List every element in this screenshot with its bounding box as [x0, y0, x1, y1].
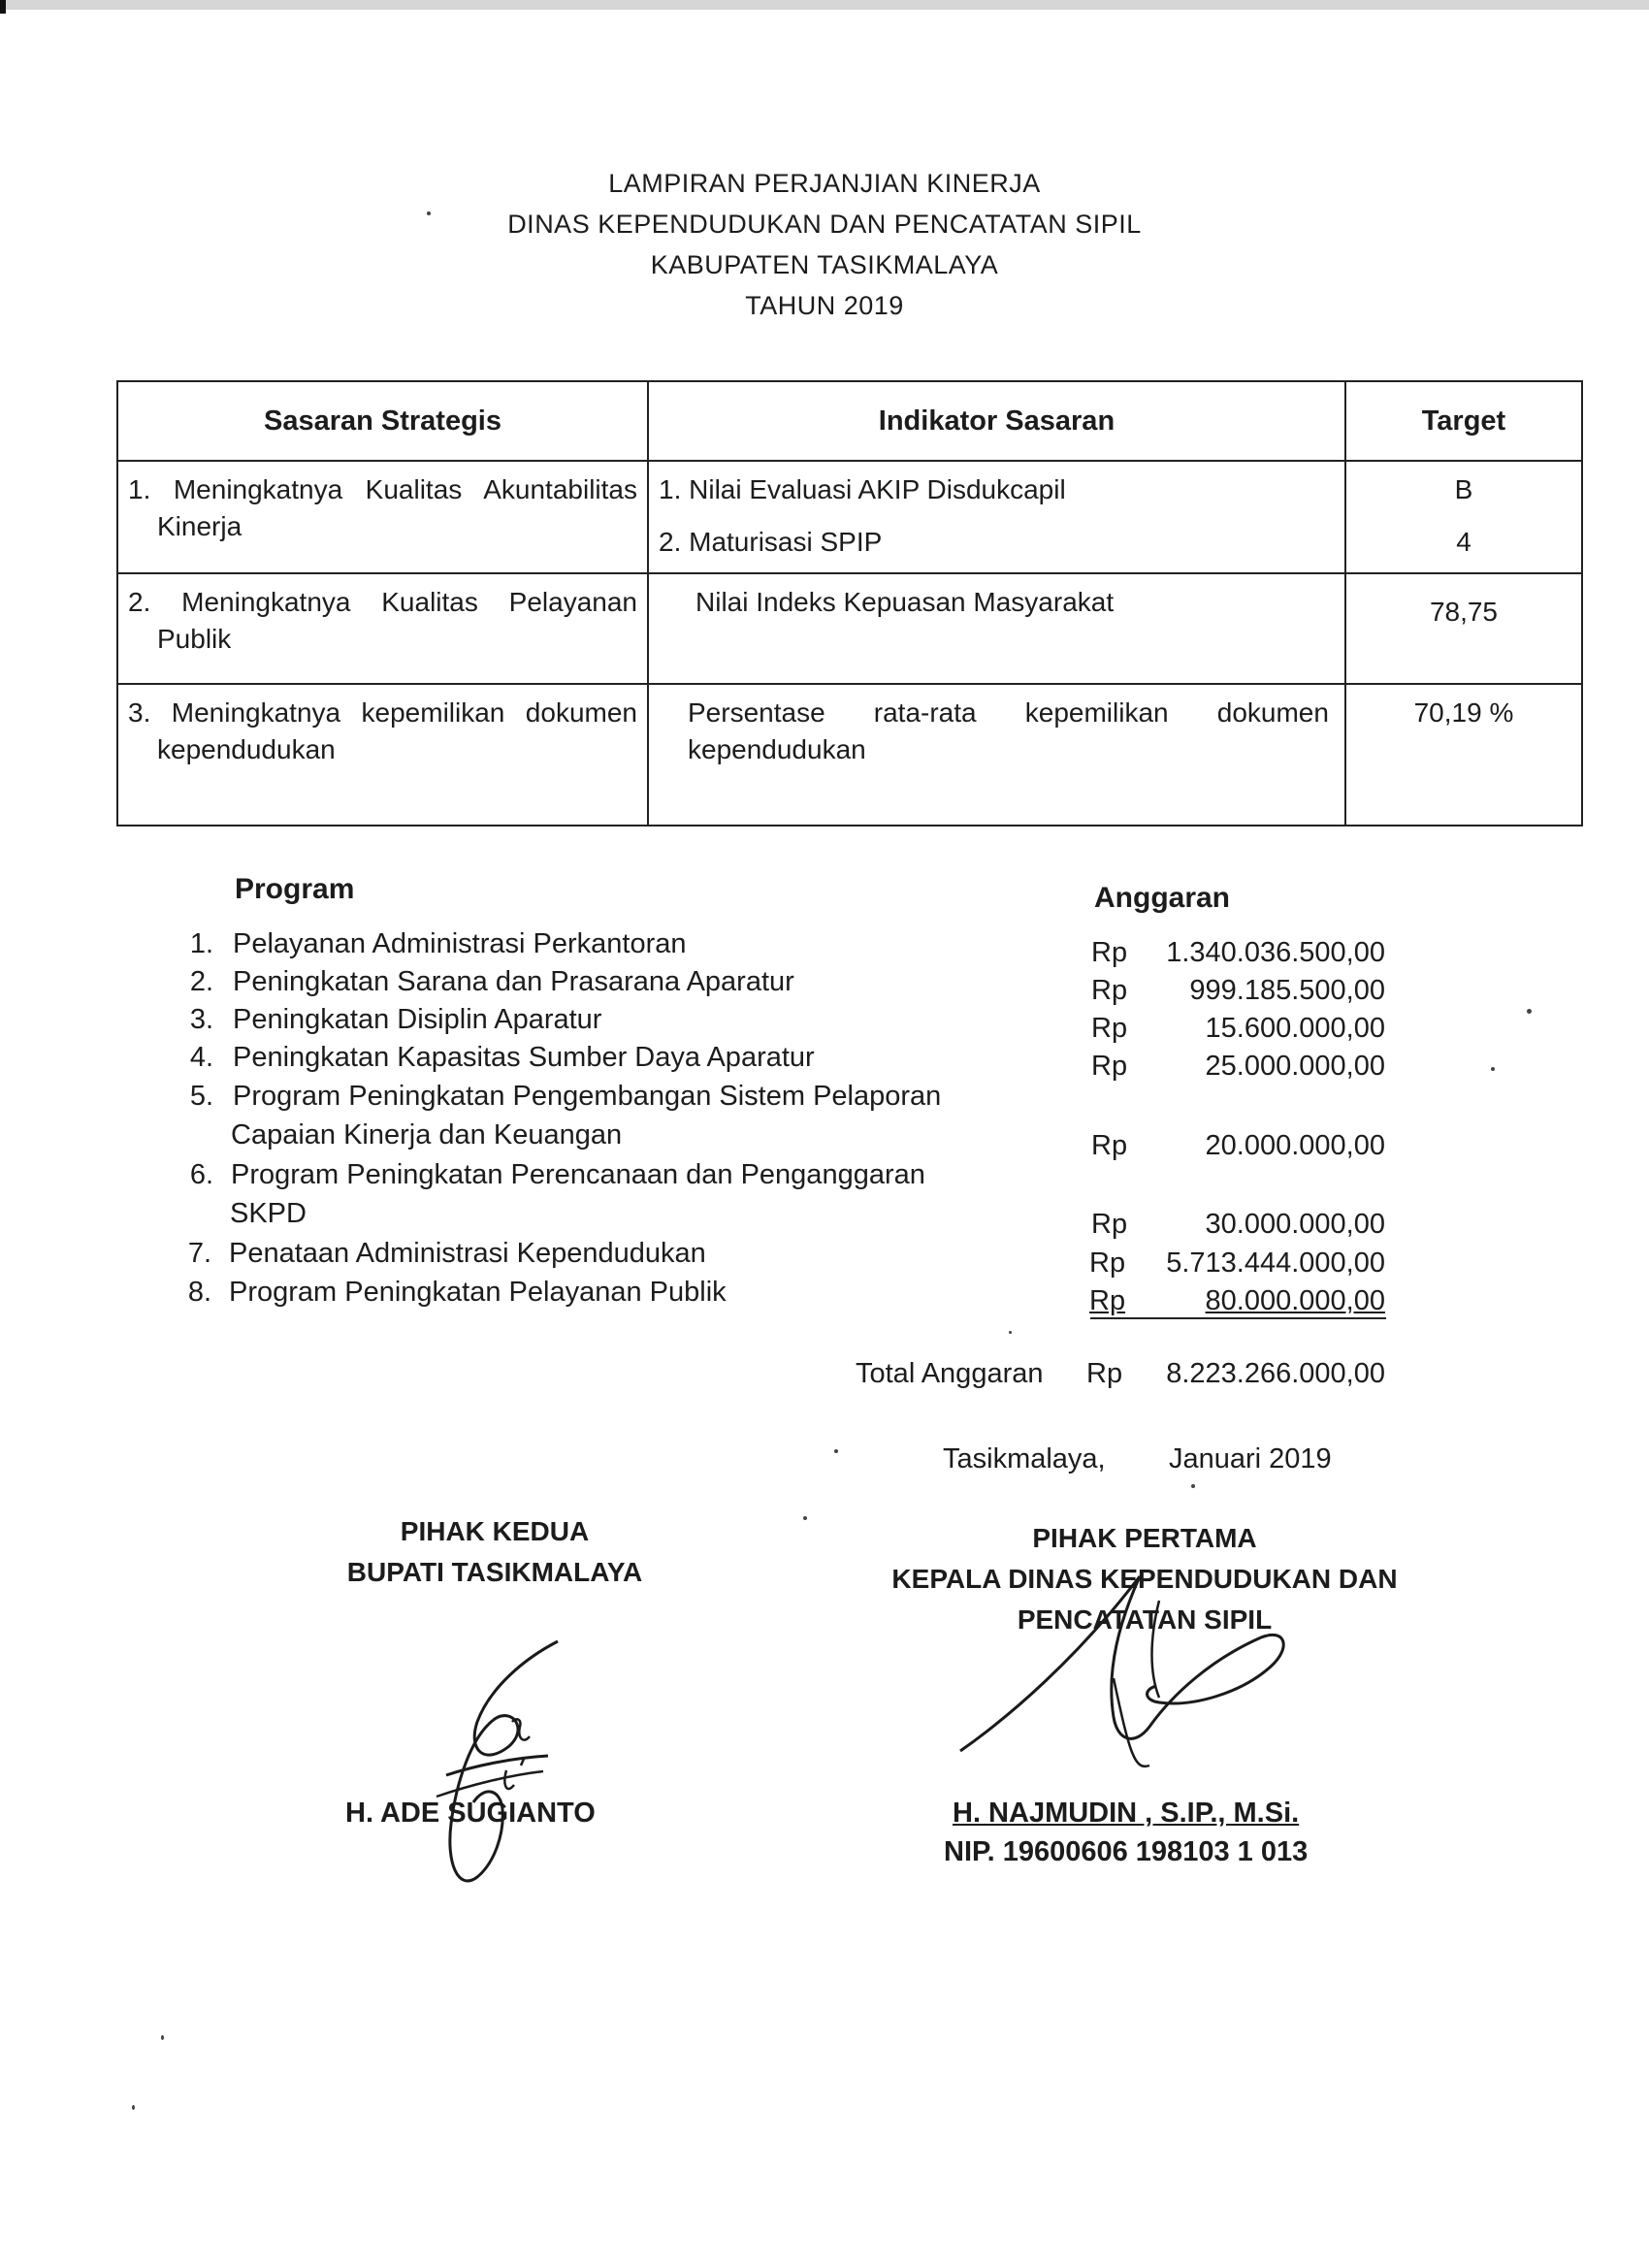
signing-place: Tasikmalaya, [943, 1443, 1106, 1474]
table-row [117, 684, 1582, 826]
target-value: 70,19 % [1413, 697, 1514, 728]
item-number: 2. [189, 966, 213, 997]
item-number: 7. [187, 1238, 211, 1269]
scan-speck [1527, 1009, 1532, 1014]
pihak-pertama-title-line-1: KEPALA DINAS KEPENDUDUKAN DAN [891, 1564, 1398, 1594]
pihak-kedua-name: H. ADE SUGIANTO [345, 1798, 596, 1829]
item-label: Program Peningkatan Perencanaan dan Penganggaran [231, 1159, 925, 1190]
signing-date: Januari 2019 [1169, 1443, 1332, 1474]
currency-label: Rp [1091, 975, 1128, 1006]
scan-speck [1191, 1484, 1195, 1488]
program-heading: Program [235, 873, 355, 905]
indikator-text: 1. Nilai Evaluasi AKIP Disdukcapil [659, 474, 1066, 504]
item-amount: 999.185.500,00 [1189, 975, 1385, 1006]
item-label-continued: Capaian Kinerja dan Keuangan [231, 1119, 623, 1150]
item-label: Peningkatan Disiplin Aparatur [233, 1004, 602, 1035]
item-label: Penataan Administrasi Kependudukan [229, 1238, 706, 1269]
currency-label: Rp [1089, 1247, 1126, 1279]
scan-speck [1009, 1331, 1012, 1334]
scan-speck [427, 211, 431, 215]
item-number: 5. [189, 1081, 213, 1112]
scan-corner-mark [0, 0, 6, 14]
pihak-pertama-title-line-2: PENCATATAN SIPIL [1017, 1604, 1273, 1635]
item-number: 6. [189, 1159, 213, 1190]
table-header-row [117, 381, 1582, 461]
signature-pihak-kedua [388, 1630, 611, 1901]
item-label: Pelayanan Administrasi Perkantoran [233, 928, 687, 959]
item-label-continued: SKPD [230, 1198, 307, 1229]
currency-label: Rp [1091, 937, 1128, 968]
item-label: Peningkatan Sarana dan Prasarana Aparatur [233, 966, 794, 997]
sasaran-cell [117, 573, 648, 684]
total-amount: 8.223.266.000,00 [1166, 1358, 1385, 1389]
table-row [117, 461, 1582, 573]
item-number: 8. [187, 1277, 211, 1308]
currency-label: Rp [1091, 1130, 1128, 1161]
item-amount: 30.000.000,00 [1205, 1209, 1385, 1240]
indikator-cell [648, 573, 1345, 684]
item-label: Program Peningkatan Pelayanan Publik [229, 1277, 727, 1308]
total-label: Total Anggaran [856, 1358, 1044, 1389]
pihak-pertama-role: PIHAK PERTAMA [1032, 1523, 1257, 1553]
item-amount: 80.000.000,00 [1205, 1285, 1385, 1316]
document-title [0, 163, 1649, 326]
target-cell [1345, 461, 1582, 573]
item-number: 1. [189, 928, 213, 959]
indikator-text: Persentase rata-rata kepemilikan dokumen kependudukan [688, 697, 1329, 764]
indikator-cell [648, 684, 1345, 826]
table-row [117, 573, 1582, 684]
scan-speck [161, 2035, 164, 2040]
pihak-kedua-role: PIHAK KEDUA [400, 1516, 590, 1546]
target-cell [1345, 684, 1582, 826]
item-amount: 15.600.000,00 [1205, 1013, 1385, 1044]
sasaran-text: 2. Meningkatnya Kualitas Pelayanan Publik [128, 587, 637, 654]
title-line-1: LAMPIRAN PERJANJIAN KINERJA [608, 169, 1041, 198]
indikator-cell [648, 461, 1345, 573]
pihak-kedua-block [320, 1511, 669, 1593]
currency-label: Rp [1091, 1209, 1128, 1240]
title-line-2: DINAS KEPENDUDUKAN DAN PENCATATAN SIPIL [507, 210, 1142, 239]
pihak-pertama-nip: NIP. 19600606 198103 1 013 [944, 1836, 1309, 1867]
sasaran-text: 1. Meningkatnya Kualitas Akuntabilitas Kinerja [128, 474, 637, 541]
item-number: 4. [189, 1042, 213, 1073]
currency-label: Rp [1089, 1285, 1126, 1316]
header-indikator: Indikator Sasaran [648, 381, 1345, 461]
currency-label: Rp [1086, 1358, 1123, 1389]
target-value: 4 [1456, 527, 1471, 557]
header-target: Target [1345, 381, 1582, 461]
header-sasaran: Sasaran Strategis [117, 381, 648, 461]
target-cell [1345, 573, 1582, 684]
item-amount: 1.340.036.500,00 [1166, 937, 1385, 968]
scan-speck [803, 1516, 807, 1520]
sasaran-cell [117, 461, 648, 573]
currency-label: Rp [1091, 1013, 1128, 1044]
pihak-kedua-title: BUPATI TASIKMALAYA [346, 1557, 643, 1587]
currency-label: Rp [1091, 1051, 1128, 1082]
pihak-pertama-name: H. NAJMUDIN , S.IP., M.Si. [953, 1798, 1300, 1829]
sasaran-cell [117, 684, 648, 826]
item-amount: 20.000.000,00 [1205, 1130, 1385, 1161]
scan-edge [0, 0, 1649, 10]
performance-target-table [116, 380, 1583, 826]
scan-speck [834, 1449, 838, 1453]
item-number: 3. [189, 1004, 213, 1035]
item-label: Peningkatan Kapasitas Sumber Daya Aparatur [233, 1042, 815, 1073]
scan-speck [132, 2105, 135, 2110]
target-value: B [1454, 474, 1473, 504]
item-label: Program Peningkatan Pengembangan Sistem Pelaporan [233, 1081, 942, 1112]
scan-speck [1491, 1067, 1495, 1071]
signature-pihak-pertama [951, 1562, 1310, 1795]
target-value: 78,75 [1429, 597, 1499, 627]
indikator-text: Nilai Indeks Kepuasan Masyarakat [695, 587, 1115, 617]
title-line-4: TAHUN 2019 [745, 291, 904, 320]
indikator-text: 2. Maturisasi SPIP [659, 527, 883, 557]
sasaran-text: 3. Meningkatnya kepemilikan dokumen kependudukan [128, 697, 637, 764]
title-line-3: KABUPATEN TASIKMALAYA [650, 250, 999, 279]
budget-heading: Anggaran [1094, 882, 1231, 914]
item-amount: 5.713.444.000,00 [1166, 1247, 1385, 1279]
subtotal-rule [1090, 1317, 1386, 1319]
item-amount: 25.000.000,00 [1205, 1051, 1385, 1082]
